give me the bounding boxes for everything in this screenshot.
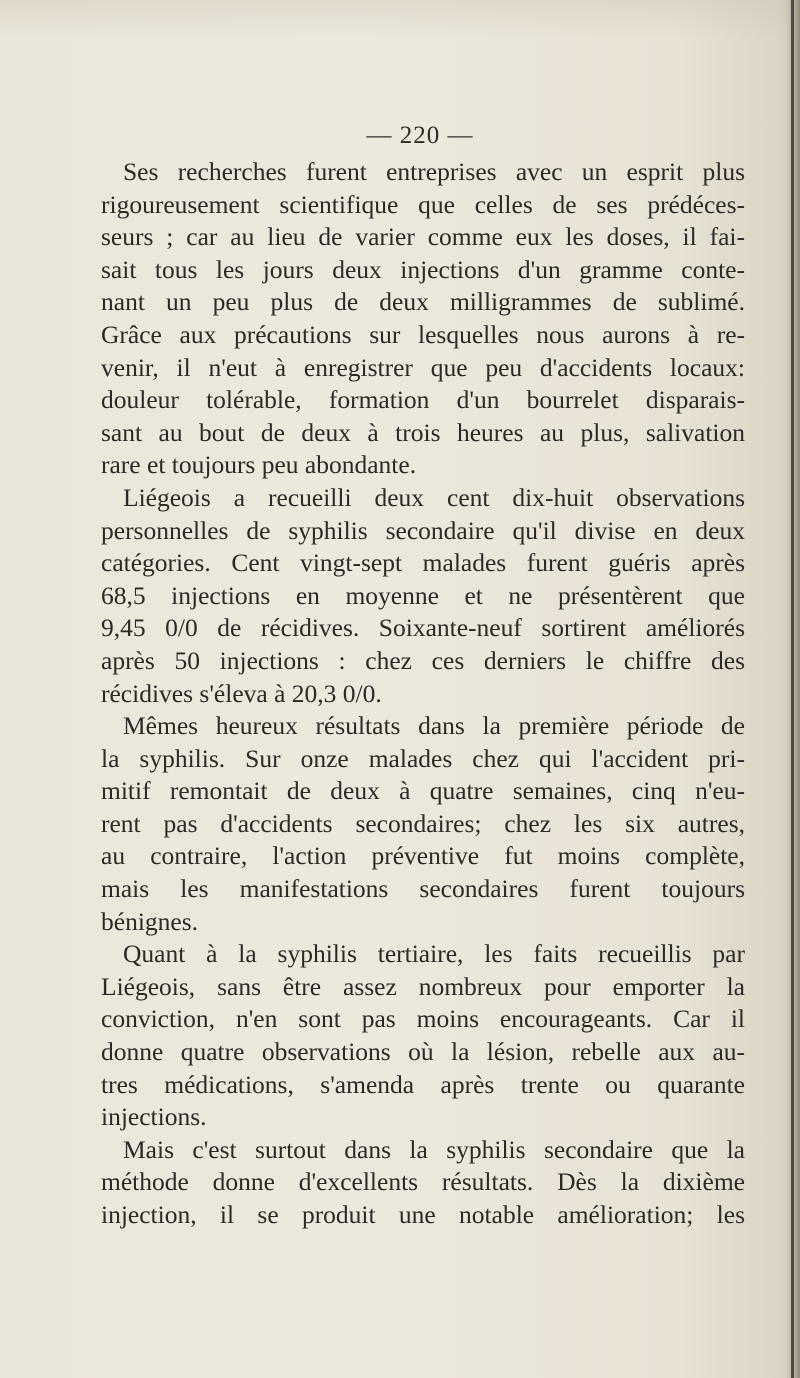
text-line: rigoureusement scientifique que celles de ses prédéces- — [101, 189, 745, 219]
text-line: Mêmes heureux résultats dans la première période de — [123, 711, 745, 741]
text-line: Liégeois a recueilli deux cent dix-huit observations — [123, 482, 745, 512]
text-line: nant un peu plus de deux milligrammes de sublimé. — [101, 287, 745, 317]
text-line: récidives s'éleva à 20,3 0/0. — [101, 678, 382, 708]
text-line: mitif remontait de deux à quatre semaines, cinq n'eu- — [101, 776, 745, 806]
page-shading — [0, 0, 800, 40]
text-line: rent pas d'accidents secondaires; chez les six autres, — [101, 808, 745, 838]
text-line: injections. — [101, 1102, 207, 1132]
body-text — [101, 156, 745, 1232]
text-line: rare et toujours peu abondante. — [101, 450, 417, 480]
text-line: bénignes. — [101, 906, 199, 936]
text-line: la syphilis. Sur onze malades chez qui l'accident pri- — [101, 743, 745, 773]
text-line: tres médications, s'amenda après trente ou quarante — [101, 1069, 745, 1099]
text-line: 68,5 injections en moyenne et ne présentèrent que — [101, 580, 745, 610]
text-line: donne quatre observations où la lésion, rebelle aux au- — [101, 1037, 745, 1067]
text-line: sait tous les jours deux injections d'un gramme conte- — [101, 254, 745, 284]
text-line: conviction, n'en sont pas moins encourageants. Car il — [101, 1004, 745, 1034]
text-line: seurs ; car au lieu de varier comme eux les doses, il fai- — [101, 222, 745, 252]
text-line: sant au bout de deux à trois heures au plus, salivation — [101, 417, 745, 447]
text-line: mais les manifestations secondaires furent toujours — [101, 874, 745, 904]
text-line: Liégeois, sans être assez nombreux pour emporter la — [101, 971, 745, 1001]
text-line: Ses recherches furent entreprises avec un esprit plus — [123, 157, 745, 186]
text-line: après 50 injections : chez ces derniers le chiffre des — [101, 645, 745, 675]
text-line: Quant à la syphilis tertiaire, les faits recueillis par — [123, 939, 745, 969]
text-line: méthode donne d'excellents résultats. Dès la dixième — [101, 1167, 745, 1197]
text-line: douleur tolérable, formation d'un bourrelet disparais- — [101, 385, 745, 415]
text-line: venir, il n'eut à enregistrer que peu d'accidents locaux: — [101, 352, 745, 382]
text-line: personnelles de syphilis secondaire qu'il divise en deux — [101, 515, 745, 545]
text-line: 9,45 0/0 de récidives. Soixante-neuf sortirent améliorés — [101, 613, 745, 643]
text-line: injection, il se produit une notable amélioration; les — [101, 1200, 745, 1229]
page-edge-line — [791, 0, 794, 1378]
text-line: au contraire, l'action préventive fut moins complète, — [101, 841, 745, 871]
text-line: catégories. Cent vingt-sept malades furent guéris après — [101, 548, 745, 578]
text-line: Mais c'est surtout dans la syphilis secondaire que la — [123, 1134, 745, 1164]
page-number: — 220 — — [366, 122, 474, 149]
text-line: Grâce aux précautions sur lesquelles nous aurons à re- — [101, 319, 745, 349]
